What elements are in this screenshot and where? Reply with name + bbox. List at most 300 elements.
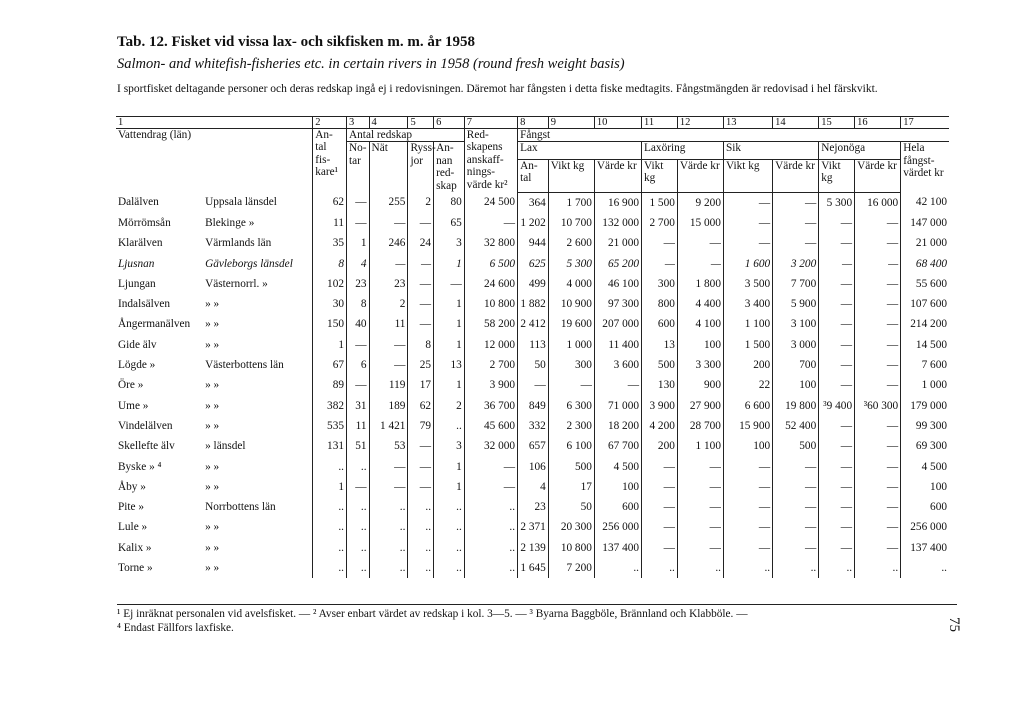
table-cell: — <box>642 233 678 253</box>
table-cell: 600 <box>901 497 949 517</box>
table-cell: 1 <box>434 456 465 476</box>
table-cell: .. <box>313 497 347 517</box>
table-row <box>116 517 949 537</box>
table-cell: 4 <box>347 253 370 273</box>
table-cell: 15 000 <box>677 213 723 233</box>
table-cell: 7 600 <box>901 355 949 375</box>
table-cell: 32 000 <box>464 436 517 456</box>
table-cell: — <box>855 538 901 558</box>
table-cell: 3 <box>434 233 465 253</box>
table-cell: 1 <box>434 253 465 273</box>
table-cell: — <box>347 477 370 497</box>
table-cell: — <box>347 192 370 213</box>
table-cell: 24 <box>408 233 434 253</box>
table-cell: 2 700 <box>642 213 678 233</box>
sik-vikt-header: Vikt kg <box>723 159 772 192</box>
table-cell: 6 600 <box>723 396 772 416</box>
table-cell: 625 <box>518 253 549 273</box>
table-cell: — <box>408 477 434 497</box>
county-name: Gävleborgs länsdel <box>205 257 293 270</box>
column-number: 17 <box>901 117 949 129</box>
table-cell: 1 <box>434 375 465 395</box>
table-cell: 14 500 <box>901 335 949 355</box>
column-number: 14 <box>773 117 819 129</box>
table-cell: 5 300 <box>819 192 855 213</box>
table-cell: 69 300 <box>901 436 949 456</box>
table-cell: — <box>677 477 723 497</box>
table-cell: 27 900 <box>677 396 723 416</box>
table-cell: — <box>855 233 901 253</box>
nat-header: Nät <box>369 142 408 192</box>
table-cell: .. <box>464 558 517 578</box>
footnotes <box>117 604 957 635</box>
laxoring-varde-header: Värde kr <box>677 159 723 192</box>
county-name: Värmlands län <box>205 237 272 250</box>
table-cell: 1 <box>313 477 347 497</box>
table-cell: — <box>855 375 901 395</box>
table-row <box>116 456 949 476</box>
table-cell: — <box>819 253 855 273</box>
table-cell: — <box>369 253 408 273</box>
river-name: Pite » <box>118 501 145 514</box>
county-name: Västernorrl. » <box>205 277 268 290</box>
table-cell: 3 600 <box>594 355 641 375</box>
table-cell: 2 300 <box>548 416 594 436</box>
county-name: » » <box>205 480 220 493</box>
nejonoga-header: Nejonöga <box>819 142 901 159</box>
table-cell: 11 <box>347 416 370 436</box>
table-cell: 32 800 <box>464 233 517 253</box>
table-cell: 68 400 <box>901 253 949 273</box>
table-cell: 89 <box>313 375 347 395</box>
county-name: Västerbottens län <box>205 359 284 372</box>
table-cell: 8 <box>408 335 434 355</box>
table-cell: — <box>677 517 723 537</box>
river-name: Lule » <box>118 521 148 534</box>
header-row-1 <box>116 129 949 142</box>
table-cell: 137 400 <box>901 538 949 558</box>
table-cell: 58 200 <box>464 314 517 334</box>
table-cell: 382 <box>313 396 347 416</box>
table-cell: 4 000 <box>548 274 594 294</box>
table-cell: 11 <box>313 213 347 233</box>
ryssjor-header: Ryss-jor <box>408 142 434 192</box>
table-cell: — <box>408 213 434 233</box>
table-cell: 2 412 <box>518 314 549 334</box>
table-cell: 50 <box>548 497 594 517</box>
table-row <box>116 355 949 375</box>
table-cell: 300 <box>642 274 678 294</box>
table-cell: 9 200 <box>677 192 723 213</box>
table-cell: — <box>408 314 434 334</box>
table-cell: 200 <box>642 436 678 456</box>
table-cell: 1 645 <box>518 558 549 578</box>
table-cell: — <box>855 517 901 537</box>
table-cell: — <box>819 497 855 517</box>
table-cell: — <box>347 335 370 355</box>
table-cell: — <box>369 355 408 375</box>
table-cell: 132 000 <box>594 213 641 233</box>
table-cell: 17 <box>548 477 594 497</box>
table-cell: 28 700 <box>677 416 723 436</box>
county-name: » » <box>205 338 220 351</box>
table-row <box>116 436 949 456</box>
lax-header: Lax <box>518 142 642 159</box>
table-cell: — <box>773 517 819 537</box>
table-cell: 2 <box>434 396 465 416</box>
column-number: 4 <box>369 117 408 129</box>
table-cell: .. <box>594 558 641 578</box>
column-number-row <box>116 117 949 129</box>
table-cell: .. <box>434 497 465 517</box>
table-cell: 246 <box>369 233 408 253</box>
laxoring-header: Laxöring <box>642 142 724 159</box>
table-row <box>116 213 949 233</box>
column-number: 11 <box>642 117 678 129</box>
table-cell: — <box>819 517 855 537</box>
table-cell: — <box>819 314 855 334</box>
table-cell: 100 <box>901 477 949 497</box>
table-cell: 657 <box>518 436 549 456</box>
table-cell: .. <box>369 517 408 537</box>
table-cell: 3 200 <box>773 253 819 273</box>
table-cell: .. <box>408 538 434 558</box>
table-cell: — <box>773 497 819 517</box>
table-cell: .. <box>677 558 723 578</box>
table-cell: 2 600 <box>548 233 594 253</box>
table-cell: 42 100 <box>901 192 949 213</box>
table-cell: 113 <box>518 335 549 355</box>
table-cell: 130 <box>642 375 678 395</box>
table-row <box>116 558 949 578</box>
table-cell: 1 600 <box>723 253 772 273</box>
table-cell: 23 <box>347 274 370 294</box>
river-name: Ångermanälven <box>118 318 191 331</box>
table-cell: — <box>723 233 772 253</box>
table-cell: .. <box>819 558 855 578</box>
river-name: Kalix » <box>118 541 152 554</box>
table-cell: — <box>773 213 819 233</box>
table-cell: 3 <box>434 436 465 456</box>
table-cell: — <box>369 477 408 497</box>
table-row <box>116 192 949 213</box>
table-cell: 65 200 <box>594 253 641 273</box>
nejonoga-vikt-header: Vikt kg <box>819 159 855 192</box>
table-cell: ³9 400 <box>819 396 855 416</box>
table-cell: .. <box>642 558 678 578</box>
table-cell: 16 000 <box>855 192 901 213</box>
table-cell: — <box>548 375 594 395</box>
table-cell: 13 <box>434 355 465 375</box>
table-cell: — <box>819 456 855 476</box>
table-body <box>116 192 949 578</box>
table-cell: — <box>855 314 901 334</box>
table-cell: 10 900 <box>548 294 594 314</box>
table-row <box>116 233 949 253</box>
table-cell: — <box>723 456 772 476</box>
table-cell: — <box>408 274 434 294</box>
table-row <box>116 396 949 416</box>
table-cell: — <box>594 375 641 395</box>
table-cell: 849 <box>518 396 549 416</box>
table-cell: 19 600 <box>548 314 594 334</box>
table-cell: 500 <box>773 436 819 456</box>
table-cell: — <box>819 416 855 436</box>
table-cell: 5 900 <box>773 294 819 314</box>
table-cell: 1 500 <box>723 335 772 355</box>
table-cell: 1 <box>434 294 465 314</box>
column-number: 5 <box>408 117 434 129</box>
table-cell: 3 300 <box>677 355 723 375</box>
column-number: 10 <box>594 117 641 129</box>
table-row <box>116 477 949 497</box>
column-number: 6 <box>434 117 465 129</box>
river-name: Mörrömsån <box>118 216 171 229</box>
table-cell: 100 <box>677 335 723 355</box>
table-cell: — <box>723 538 772 558</box>
table-cell: .. <box>855 558 901 578</box>
table-cell: 137 400 <box>594 538 641 558</box>
table-cell: 1 202 <box>518 213 549 233</box>
table-cell: — <box>408 456 434 476</box>
table-cell: 131 <box>313 436 347 456</box>
table-cell: 7 200 <box>548 558 594 578</box>
county-name: Blekinge » <box>205 216 255 229</box>
table-row <box>116 294 949 314</box>
table-cell: 67 <box>313 355 347 375</box>
table-row <box>116 497 949 517</box>
table-cell: — <box>855 497 901 517</box>
table-cell: 1 <box>434 477 465 497</box>
table-cell: 102 <box>313 274 347 294</box>
river-name: Ume » <box>118 399 149 412</box>
table-cell: 17 <box>408 375 434 395</box>
table-cell: .. <box>369 558 408 578</box>
table-cell: 700 <box>773 355 819 375</box>
table-cell: 23 <box>369 274 408 294</box>
table-row <box>116 253 949 273</box>
river-name: Ljungan <box>118 277 156 290</box>
table-cell: .. <box>408 497 434 517</box>
table-cell: — <box>855 294 901 314</box>
table-cell: 255 <box>369 192 408 213</box>
table-cell: .. <box>408 558 434 578</box>
table-cell: 4 500 <box>594 456 641 476</box>
table-cell: — <box>369 213 408 233</box>
table-cell: .. <box>313 517 347 537</box>
redskapens-varde-header: Red-skapens anskaff-nings-värde kr² <box>464 129 517 193</box>
table-cell: — <box>677 233 723 253</box>
table-cell: 46 100 <box>594 274 641 294</box>
county-name: » » <box>205 379 220 392</box>
table-cell: 13 <box>642 335 678 355</box>
table-cell: — <box>677 497 723 517</box>
table-cell: 1 000 <box>548 335 594 355</box>
table-cell: .. <box>408 517 434 537</box>
table-cell: 65 <box>434 213 465 233</box>
table-cell: 5 300 <box>548 253 594 273</box>
table-cell: — <box>819 538 855 558</box>
table-cell: — <box>855 335 901 355</box>
table-cell: 179 000 <box>901 396 949 416</box>
hela-fangstvardet-header: Hela fångst-värdet kr <box>901 142 949 192</box>
county-name: » » <box>205 541 220 554</box>
table-cell: 25 <box>408 355 434 375</box>
table-cell: 500 <box>548 456 594 476</box>
table-cell: 55 600 <box>901 274 949 294</box>
table-cell: 23 <box>518 497 549 517</box>
table-cell: — <box>773 456 819 476</box>
table-cell: 21 000 <box>901 233 949 253</box>
table-cell: — <box>347 213 370 233</box>
annan-redskap-header: An-nan red-skap <box>434 142 465 192</box>
table-cell: 99 300 <box>901 416 949 436</box>
table-cell: 52 400 <box>773 416 819 436</box>
river-name: Ljusnan <box>118 257 155 270</box>
county-name: » » <box>205 399 220 412</box>
table-cell: .. <box>369 497 408 517</box>
table-cell: 800 <box>642 294 678 314</box>
table-cell: 6 100 <box>548 436 594 456</box>
table-cell: .. <box>313 538 347 558</box>
table-cell: .. <box>464 538 517 558</box>
table-cell: 18 200 <box>594 416 641 436</box>
table-cell: .. <box>347 538 370 558</box>
table-cell: — <box>408 253 434 273</box>
table-cell: .. <box>464 517 517 537</box>
column-number: 13 <box>723 117 772 129</box>
table-cell: — <box>855 274 901 294</box>
table-cell: 499 <box>518 274 549 294</box>
county-name: Norrbottens län <box>205 501 276 514</box>
table-cell: 6 <box>347 355 370 375</box>
table-cell: 364 <box>518 192 549 213</box>
table-cell: .. <box>901 558 949 578</box>
county-name: » » <box>205 298 220 311</box>
table-cell: 1 882 <box>518 294 549 314</box>
antal-fiskare-header: An-tal fis-kare¹ <box>313 129 347 193</box>
table-cell: — <box>773 538 819 558</box>
column-number: 15 <box>819 117 855 129</box>
table-cell: 8 <box>313 253 347 273</box>
table-cell: — <box>464 213 517 233</box>
table-cell: — <box>819 436 855 456</box>
table-cell: 300 <box>548 355 594 375</box>
column-number: 8 <box>518 117 549 129</box>
table-cell: — <box>642 497 678 517</box>
table-cell: 1 421 <box>369 416 408 436</box>
table-cell: — <box>819 477 855 497</box>
river-name: Klarälven <box>118 237 163 250</box>
table-cell: — <box>855 355 901 375</box>
footnote-line-2: ⁴ Endast Fällfors laxfiske. <box>117 622 234 634</box>
county-name: » länsdel <box>205 440 246 453</box>
table-cell: 100 <box>723 436 772 456</box>
river-name: Skellefte älv <box>118 440 175 453</box>
table-cell: 20 300 <box>548 517 594 537</box>
table-cell: — <box>642 538 678 558</box>
table-cell: 45 600 <box>464 416 517 436</box>
table-cell: 147 000 <box>901 213 949 233</box>
table-cell: 62 <box>313 192 347 213</box>
table-cell: 10 800 <box>548 538 594 558</box>
table-cell: .. <box>434 538 465 558</box>
table-cell: 1 500 <box>642 192 678 213</box>
table-cell: 100 <box>773 375 819 395</box>
county-name: » » <box>205 562 220 575</box>
vattendrag-header: Vattendrag (län) <box>118 129 192 141</box>
sik-header: Sik <box>723 142 818 159</box>
table-cell: 1 700 <box>548 192 594 213</box>
table-cell: — <box>819 355 855 375</box>
table-cell: .. <box>347 456 370 476</box>
table-cell: 97 300 <box>594 294 641 314</box>
table-cell: 4 100 <box>677 314 723 334</box>
table-cell: 2 371 <box>518 517 549 537</box>
river-name: Vindelälven <box>118 419 173 432</box>
table-cell: 3 500 <box>723 274 772 294</box>
table-cell: — <box>855 213 901 233</box>
table-cell: .. <box>464 497 517 517</box>
table-cell: — <box>855 416 901 436</box>
table-cell: 62 <box>408 396 434 416</box>
table-cell: ³60 300 <box>855 396 901 416</box>
table-cell: — <box>773 477 819 497</box>
table-cell: 2 <box>408 192 434 213</box>
table-row <box>116 314 949 334</box>
table-cell: 1 100 <box>677 436 723 456</box>
table-cell: 332 <box>518 416 549 436</box>
table-cell: 6 300 <box>548 396 594 416</box>
table-cell: 150 <box>313 314 347 334</box>
footnote-line-1: ¹ Ej inräknat personalen vid avelsfisket. — ² Avser enbart värdet av redskap i kol. 3—5. — ³ Byarna Baggböle, Brännland och Klabböle. — <box>117 608 748 620</box>
table-cell: 51 <box>347 436 370 456</box>
table-cell: 106 <box>518 456 549 476</box>
river-name: Öre » <box>118 379 144 392</box>
table-row <box>116 335 949 355</box>
table-cell: 1 100 <box>723 314 772 334</box>
table-cell: 10 700 <box>548 213 594 233</box>
table-cell: — <box>677 456 723 476</box>
river-name: Indalsälven <box>118 298 171 311</box>
table-cell: — <box>819 375 855 395</box>
table-cell: 1 <box>434 335 465 355</box>
table-subtitle: Salmon- and whitefish-fisheries etc. in certain rivers in 1958 (round fresh weight basis) <box>117 56 625 72</box>
column-number: 16 <box>855 117 901 129</box>
river-name: Åby » <box>118 480 146 493</box>
table-cell: .. <box>347 558 370 578</box>
table-cell: — <box>369 456 408 476</box>
table-cell: 1 <box>347 233 370 253</box>
table-cell: — <box>723 477 772 497</box>
table-cell: 24 500 <box>464 192 517 213</box>
table-cell: — <box>773 192 819 213</box>
table-cell: 31 <box>347 396 370 416</box>
table-cell: 207 000 <box>594 314 641 334</box>
table-title: Tab. 12. Fisket vid vissa lax- och sikfisken m. m. år 1958 <box>117 34 475 50</box>
table-cell: — <box>723 497 772 517</box>
table-cell: 21 000 <box>594 233 641 253</box>
table-cell: 1 000 <box>901 375 949 395</box>
table-cell: 600 <box>594 497 641 517</box>
column-number: 3 <box>347 117 370 129</box>
table-cell: 53 <box>369 436 408 456</box>
table-cell: — <box>434 274 465 294</box>
table-cell: 7 700 <box>773 274 819 294</box>
table-cell: 1 800 <box>677 274 723 294</box>
table-cell: 3 900 <box>642 396 678 416</box>
table-cell: 2 700 <box>464 355 517 375</box>
